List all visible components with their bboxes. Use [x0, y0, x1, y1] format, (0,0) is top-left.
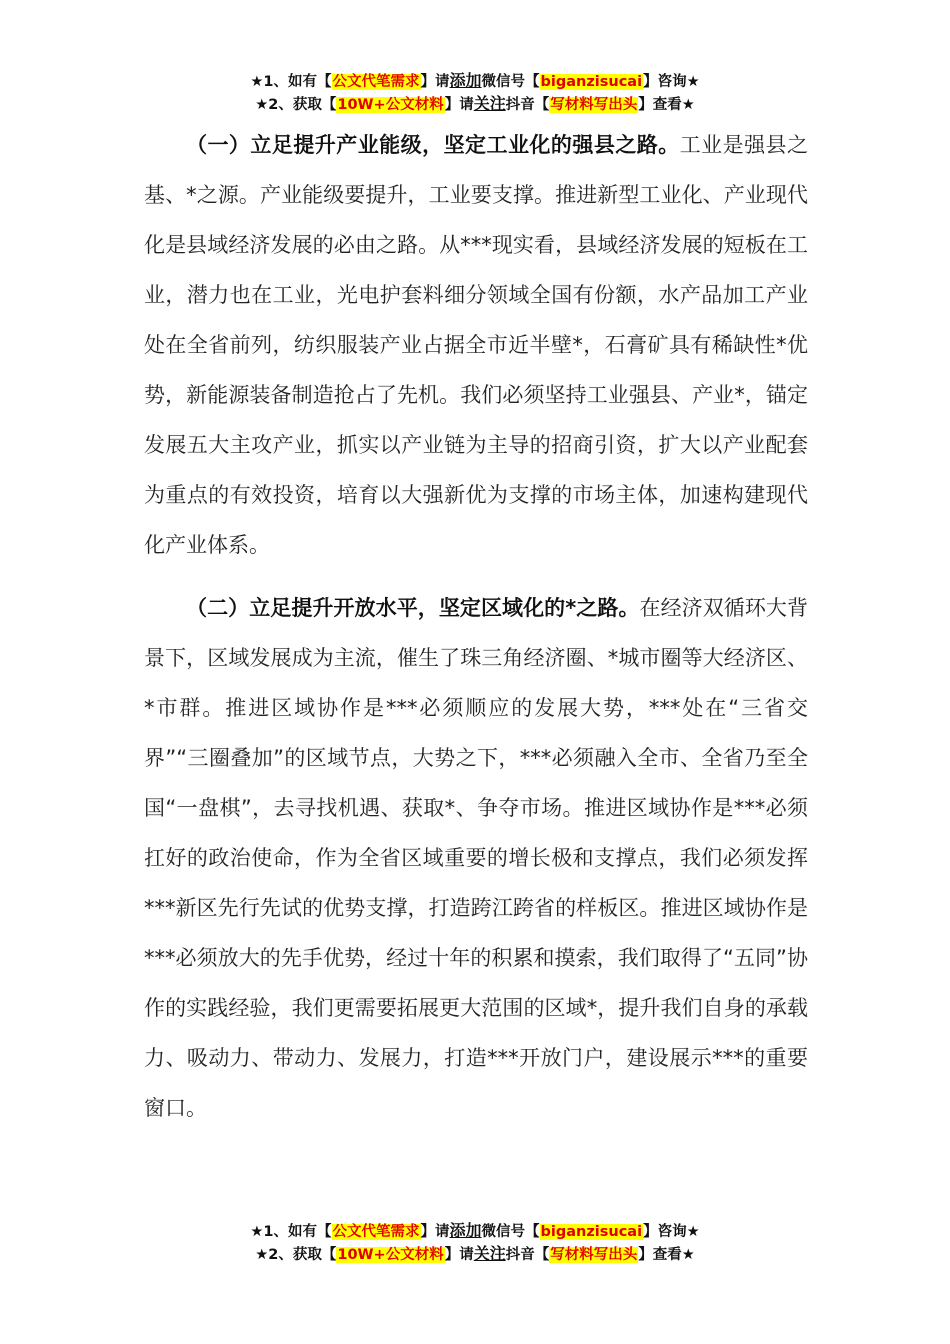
header-banner [0, 70, 950, 116]
header-line-1-suffix: 】咨询★ [643, 74, 700, 90]
header-line-1-prefix: ★1、如有【 [250, 74, 332, 90]
footer-line-1 [0, 1220, 950, 1243]
footer-line-2-suffix: 】查看★ [638, 1247, 695, 1263]
footer-line-1-highlight-service: 公文代笔需求 [332, 1224, 420, 1240]
footer-line-1-mid: 】请 [420, 1224, 450, 1240]
header-line-2-emphasis: 关注 [473, 94, 506, 113]
footer-line-2-highlight-douyin: 写材料写出头 [550, 1247, 638, 1263]
header-line-2 [0, 93, 950, 116]
footer-line-1-suffix: 】咨询★ [643, 1224, 700, 1240]
paragraph-1 [144, 120, 808, 570]
header-line-2-highlight-materials: 10W+公文材料 [337, 97, 444, 113]
header-line-1 [0, 70, 950, 93]
paragraph-2-heading: （二）立足提升开放水平，坚定区域化的*之路。 [186, 596, 640, 620]
paragraph-1-text: 工业是强县之基、*之源。产业能级要提升，工业要支撑。推进新型工业化、产业现代化是县域经济发展的必由之路。从***现实看，县域经济发展的短板在工业，潜力也在工业，光电护套料细分领域全国有份额，水产品加工产业处在全省前列，纺织服装产业占据全市近半壁*，石膏矿具有稀缺性*优势，新能源装备制造抢占了先机。我们必须坚持工业强县、产业*，锚定发展五大主攻产业，抓实以产业链为主导的招商引资，扩大以产业配套为重点的有效投资，培育以大强新优为支撑的市场主体，加速构建现代化产业体系。 [144, 133, 809, 557]
header-line-1-highlight-wechat: biganzisucai [540, 74, 643, 90]
header-line-1-mid2: 微信号【 [481, 74, 540, 90]
header-line-2-mid2: 抖音【 [505, 97, 550, 113]
header-line-1-emphasis: 添加 [449, 71, 482, 90]
header-line-1-highlight-service: 公文代笔需求 [332, 74, 420, 90]
paragraph-2 [144, 583, 808, 1133]
footer-line-2-prefix: ★2、获取【 [255, 1247, 337, 1263]
paragraph-1-heading: （一）立足提升产业能级，坚定工业化的强县之路。 [186, 133, 680, 157]
footer-line-2-emphasis: 关注 [473, 1244, 506, 1263]
footer-line-2-mid2: 抖音【 [505, 1247, 550, 1263]
footer-line-1-prefix: ★1、如有【 [250, 1224, 332, 1240]
header-line-1-mid: 】请 [420, 74, 450, 90]
paragraph-2-text: 在经济双循环大背景下，区域发展成为主流，催生了珠三角经济圈、*城市圈等大经济区、*市群。推进区域协作是***必须顺应的发展大势，***处在“三省交界”“三圈叠加”的区域节点，大势之下，***必须融入全市、全省乃至全国“一盘棋”，去寻找机遇、获取*、争夺市场。推进区域协作是***必须扛好的政治使命，作为全省区域重要的增长极和支撑点，我们必须发挥***新区先行先试的优势支撑，打造跨江跨省的样板区。推进区域协作是***必须放大的先手优势，经过十年的积累和摸索，我们取得了“五同”协作的实践经验，我们更需要拓展更大范围的区域*，提升我们自身的承载力、吸动力、带动力、发展力，打造***开放门户，建设展示***的重要窗口。 [144, 596, 809, 1120]
footer-line-1-emphasis: 添加 [449, 1221, 482, 1240]
header-line-2-prefix: ★2、获取【 [255, 97, 337, 113]
footer-line-2-highlight-materials: 10W+公文材料 [337, 1247, 444, 1263]
footer-banner [0, 1220, 950, 1266]
footer-line-2-mid: 】请 [444, 1247, 474, 1263]
header-line-2-suffix: 】查看★ [638, 97, 695, 113]
footer-line-1-mid2: 微信号【 [481, 1224, 540, 1240]
header-line-2-highlight-douyin: 写材料写出头 [550, 97, 638, 113]
footer-line-2 [0, 1243, 950, 1266]
footer-line-1-highlight-wechat: biganzisucai [540, 1224, 643, 1240]
header-line-2-mid: 】请 [444, 97, 474, 113]
